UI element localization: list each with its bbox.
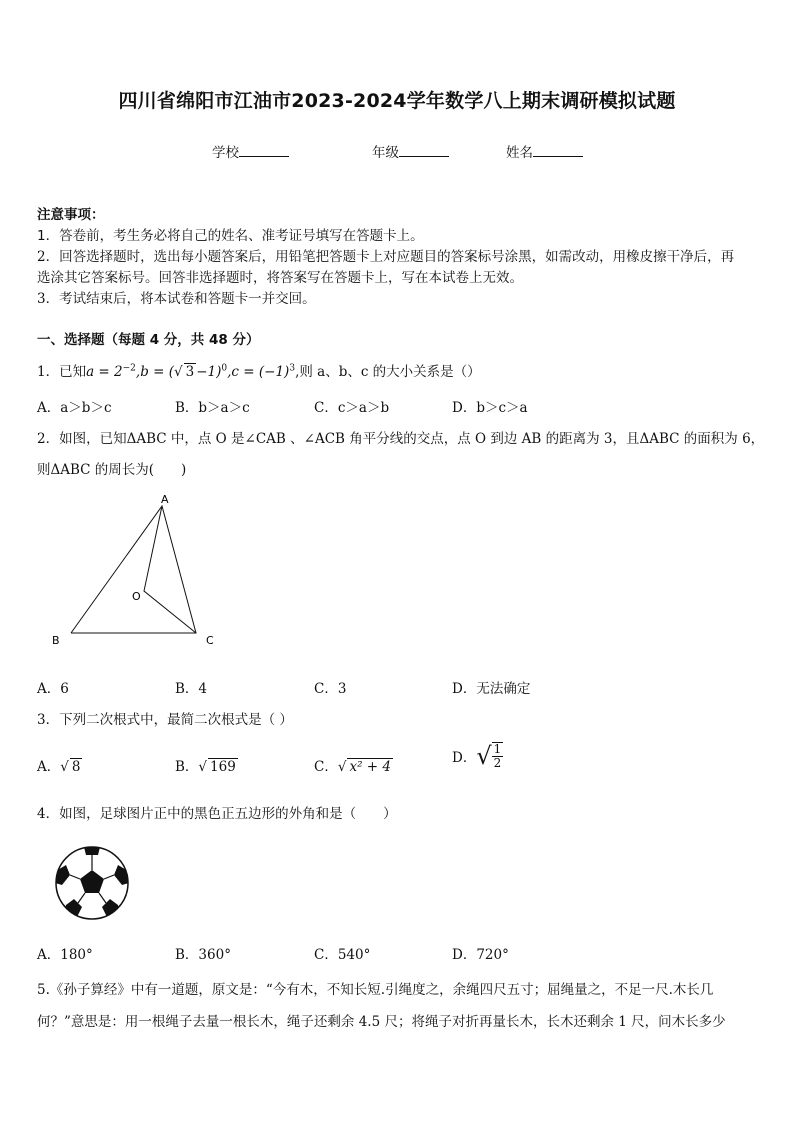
point-label-o: O — [132, 590, 141, 603]
q3-option-c-label: C． — [314, 759, 338, 775]
name-blank — [533, 144, 583, 157]
q4-option-c: C．540° — [314, 947, 371, 963]
q1-b-expr: ,b = ( — [135, 364, 175, 380]
vertex-label-a: A — [161, 493, 169, 506]
q3-option-c: C．√ x² + 4 — [314, 759, 391, 775]
q4-option-a: A．180° — [37, 947, 93, 963]
notice-item: 1．答卷前，考生务必将自己的姓名、准考证号填写在答题卡上。 — [37, 228, 424, 244]
grade-field — [372, 141, 449, 161]
question-5-line1: 5.《孙子算经》中有一道题，原文是：“今有木，不知长短.引绳度之，余绳四尺五寸；屈绳量之，不足一尺.木长几 — [37, 982, 714, 998]
q1-c-exp: 3 — [289, 363, 296, 374]
question-4-stem: 4．如图，足球图片正中的黑色正五边形的外角和是（ ） — [37, 806, 397, 822]
q1-a-expr: a = 2 — [86, 364, 123, 380]
q1-b-close: −1) — [196, 364, 222, 380]
q3-option-b-rad: 169 — [210, 759, 236, 775]
q4-option-b: B．360° — [175, 947, 231, 963]
notice-item: 3．考试结束后，将本试卷和答题卡一并交回。 — [37, 291, 316, 307]
question-5-line2: 何？”意思是：用一根绳子去量一根长木，绳子还剩余 4.5 尺；将绳子对折再量长木，长木还剩余 1 尺，问木长多少 — [37, 1014, 726, 1030]
q1-prefix: 1．已知 — [37, 364, 87, 380]
notice-heading: 注意事项： — [37, 207, 105, 223]
q1-option-c: C．c＞a＞b — [314, 400, 390, 416]
q1-suffix: ,则 a、b、c 的大小关系是（） — [295, 364, 481, 380]
soccer-ball-figure — [54, 845, 130, 921]
q1-a-exp: −2 — [122, 363, 136, 374]
q4-option-d: D．720° — [452, 947, 509, 963]
q3-option-a: A．√ 8 — [37, 759, 81, 775]
q3-option-b: B．√ 169 — [175, 759, 236, 775]
q1-option-a: A．a＞b＞c — [37, 400, 112, 416]
q1-b-rad: 3 — [185, 364, 195, 380]
q2-option-b: B．4 — [175, 681, 208, 697]
school-field — [212, 141, 289, 161]
q3-option-d: D．√ $\frac{1}{2}$ — [452, 742, 502, 770]
q3-option-c-rad: x² + 4 — [349, 759, 391, 775]
q2-option-a: A．6 — [37, 681, 69, 697]
q3-option-a-label: A． — [37, 759, 61, 775]
section-heading: 一、选择题（每题 4 分，共 48 分） — [37, 332, 260, 348]
q3-option-d-frac — [492, 742, 504, 770]
school-label: 学校 — [212, 145, 239, 161]
name-label: 姓名 — [506, 145, 533, 161]
question-3-stem: 3．下列二次根式中，最简二次根式是（ ） — [37, 712, 293, 728]
question-1-stem: 1．已知$a = 2^{-2},b$ = (√ $3 -1)^0,c = (-1)^3$,则 a、b、c 的大小关系是（） — [37, 363, 481, 380]
q1-option-d: D．b＞c＞a — [452, 400, 528, 416]
vertex-label-b: B — [52, 634, 60, 647]
q1-b-exp: 0 — [221, 363, 228, 374]
q3-option-d-den: 2 — [493, 756, 502, 770]
page-title: 四川省绵阳市江油市2023-2024学年数学八上期末调研模拟试题 — [118, 90, 676, 112]
q1-option-b: B．b＞a＞c — [175, 400, 250, 416]
vertex-label-c: C — [206, 634, 214, 647]
triangle-figure — [40, 488, 230, 653]
notice-item: 选涂其它答案标号。回答非选择题时，将答案写在答题卡上，写在本试卷上无效。 — [37, 270, 523, 286]
grade-label: 年级 — [372, 145, 399, 161]
q3-option-d-label: D． — [452, 750, 477, 766]
q1-c-expr: ,c = (−1) — [227, 364, 290, 380]
name-field — [506, 141, 583, 161]
q3-option-a-rad: 8 — [71, 759, 81, 775]
q2-option-d: D．无法确定 — [452, 681, 531, 697]
question-2-line2: 则ΔABC 的周长为( ) — [37, 462, 187, 478]
grade-blank — [399, 144, 449, 157]
notice-item: 2．回答选择题时，选出每小题答案后，用铅笔把答题卡上对应题目的答案标号涂黑，如需改动，用橡皮擦干净后，再 — [37, 249, 735, 265]
q2-option-c: C．3 — [314, 681, 347, 697]
question-2-line1: 2．如图，已知ΔABC 中，点 O 是∠CAB 、∠ACB 角平分线的交点，点 O 到边 AB 的距离为 3，且ΔABC 的面积为 6， — [37, 431, 765, 447]
q3-option-d-num: 1 — [493, 742, 502, 756]
q3-option-b-label: B． — [175, 759, 199, 775]
school-blank — [239, 144, 289, 157]
